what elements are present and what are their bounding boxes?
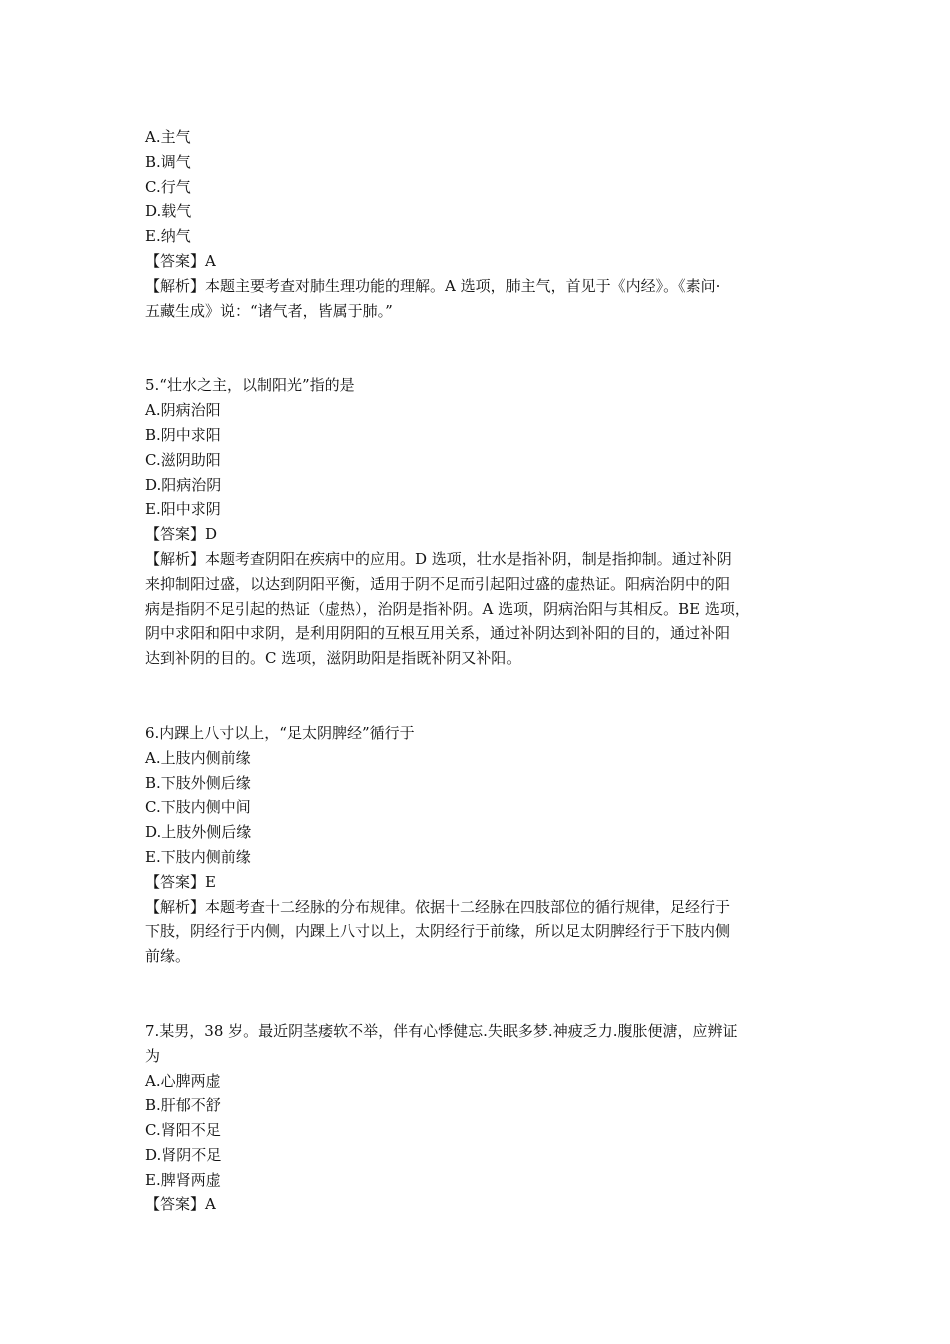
option-c: C.下肢内侧中间 xyxy=(145,798,251,817)
analysis-line: 五藏生成》说：“诸气者，皆属于肺。” xyxy=(145,301,393,320)
option-b: B.调气 xyxy=(145,152,191,171)
question-text: 5.“壮水之主，以制阳光”指的是 xyxy=(145,376,355,395)
option-b: B.下肢外侧后缘 xyxy=(145,773,251,792)
question-text: 6.内踝上八寸以上，“足太阴脾经”循行于 xyxy=(145,723,415,742)
analysis-line: 【解析】本题主要考查对肺生理功能的理解。A 选项，肺主气，首见于《内经》。《素问· xyxy=(145,276,721,295)
analysis-line: 达到补阴的目的。C 选项，滋阴助阳是指既补阴又补阳。 xyxy=(145,649,522,668)
analysis-line: 【解析】本题考查阴阳在疾病中的应用。D 选项，壮水是指补阴，制是指抑制。通过补阴 xyxy=(145,549,732,568)
answer: 【答案】A xyxy=(145,1195,216,1214)
question-text: 7.某男，38 岁。最近阴茎痿软不举，伴有心悸健忘.失眠多梦.神疲乏力.腹胀便溏，应辨证 xyxy=(145,1021,738,1040)
option-d: D.上肢外侧后缘 xyxy=(145,823,252,842)
analysis-line: 【解析】本题考查十二经脉的分布规律。依据十二经脉在四肢部位的循行规律，足经行于 xyxy=(145,897,731,916)
analysis-line: 下肢，阴经行于内侧，内踝上八寸以上，太阴经行于前缘，所以足太阴脾经行于下肢内侧 xyxy=(145,922,731,941)
option-e: E.纳气 xyxy=(145,227,191,246)
option-b: B.阴中求阳 xyxy=(145,425,221,444)
question-7-block xyxy=(145,1019,815,1217)
analysis-line: 阴中求阳和阳中求阴，是利用阴阳的互根互用关系，通过补阴达到补阳的目的，通过补阳 xyxy=(145,624,731,643)
question-text: 为 xyxy=(145,1046,161,1065)
document-content xyxy=(145,125,815,1217)
answer: 【答案】E xyxy=(145,872,216,891)
analysis-line: 病是指阴不足引起的热证（虚热），治阴是指补阴。A 选项，阴病治阳与其相反。BE 选项， xyxy=(145,599,750,618)
option-c: C.肾阳不足 xyxy=(145,1121,221,1140)
option-a: A.心脾两虚 xyxy=(145,1071,221,1090)
option-d: D.肾阴不足 xyxy=(145,1145,222,1164)
question-4-block xyxy=(145,125,815,323)
option-d: D.阳病治阴 xyxy=(145,475,222,494)
option-e: E.脾肾两虚 xyxy=(145,1170,221,1189)
option-a: A.上肢内侧前缘 xyxy=(145,748,251,767)
answer: 【答案】D xyxy=(145,525,218,544)
option-b: B.肝郁不舒 xyxy=(145,1096,221,1115)
question-6-block xyxy=(145,721,815,969)
option-d: D.载气 xyxy=(145,202,192,221)
analysis-line: 前缘。 xyxy=(145,947,191,966)
question-5-block xyxy=(145,373,815,671)
option-c: C.行气 xyxy=(145,177,191,196)
option-a: A.主气 xyxy=(145,128,191,146)
option-e: E.下肢内侧前缘 xyxy=(145,847,251,866)
answer: 【答案】A xyxy=(145,251,216,270)
analysis-line: 来抑制阳过盛，以达到阴阳平衡，适用于阴不足而引起阳过盛的虚热证。阳病治阴中的阳 xyxy=(145,574,731,593)
option-e: E.阳中求阴 xyxy=(145,500,221,519)
option-c: C.滋阴助阳 xyxy=(145,450,221,469)
option-a: A.阴病治阳 xyxy=(145,401,221,420)
